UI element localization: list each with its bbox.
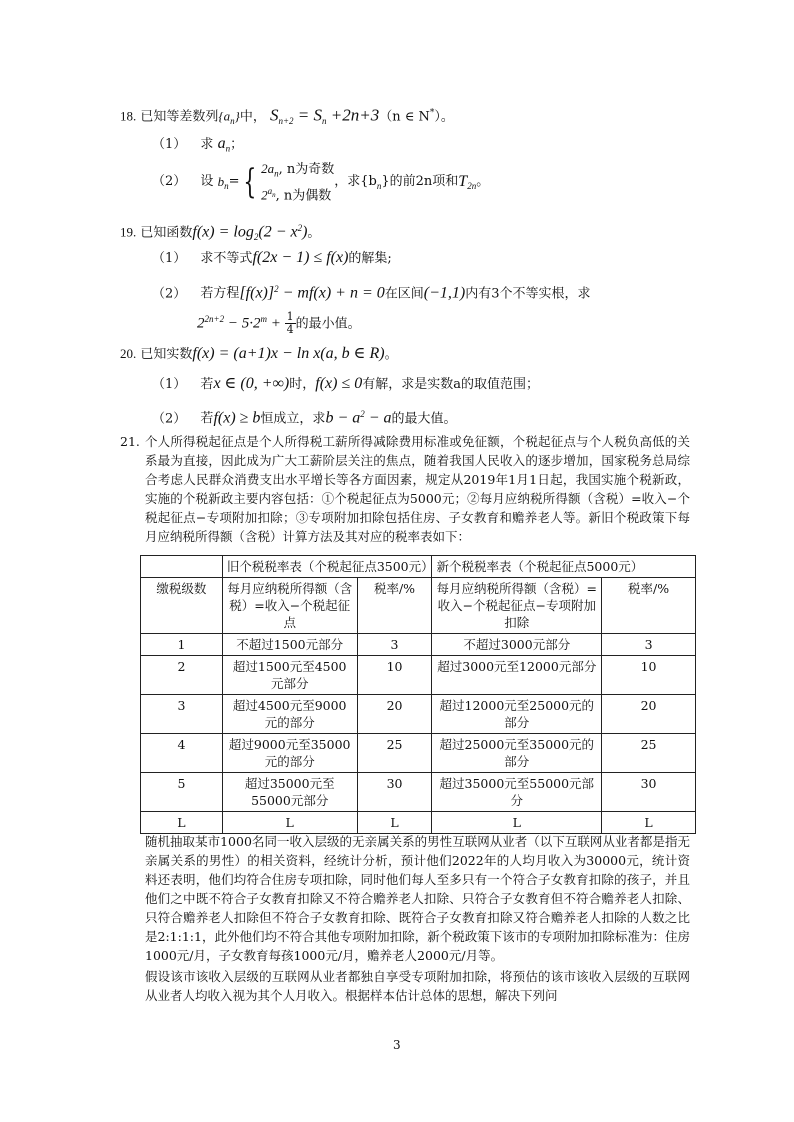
row-old-rate: 10 <box>357 656 432 695</box>
q18-p2-T-sub: 2n <box>467 181 477 192</box>
q20-part2 <box>152 403 457 430</box>
q18-p2-text-pre: 设 <box>200 173 214 189</box>
q19-frac-denominator: 4 <box>286 323 294 337</box>
q19-p1-label: （1） <box>152 251 187 266</box>
q19-p2-l2-a: 2 <box>197 315 205 332</box>
q19-frac-numerator: 1 <box>286 310 294 324</box>
q21-number: 21. <box>120 434 140 449</box>
row-level: 4 <box>141 734 223 773</box>
q18-formula-sub: n+2 <box>278 115 294 126</box>
q20-p2-label: （2） <box>152 411 187 427</box>
q18-formula-sub2: n <box>322 115 327 126</box>
q18-stem-mid: 中， <box>239 109 266 125</box>
q19-part1 <box>152 247 392 270</box>
col-old-income: 每月应纳税所得额（含税）=收入−个税起征点 <box>222 578 357 634</box>
q19-stem <box>120 217 320 248</box>
q19-p2-math2: − mf(x) + n = 0 <box>278 284 385 302</box>
q18-cond-close: ）。 <box>434 109 454 125</box>
q18-part2 <box>152 160 489 204</box>
q18-p2-b: b <box>217 173 225 189</box>
q19-p2-mid2: 内有3个不等实根，求 <box>465 286 591 302</box>
q18-p2-eq: = <box>228 173 240 189</box>
q20-p2-mid: 恒成立，求 <box>260 411 326 427</box>
q20-p2-math3: − a <box>364 409 392 427</box>
q20-stem-text: 已知实数 <box>140 347 193 362</box>
row-new-rate: 10 <box>602 656 696 695</box>
row-old-income: 超过4500元至9000元的部分 <box>222 695 357 734</box>
q18-stem-text: 已知等差数列 <box>140 109 219 125</box>
q19-func-sup: 2 <box>297 223 303 233</box>
q20-p1-mid: 时， <box>289 377 316 392</box>
row-old-rate: L <box>357 812 432 834</box>
q19-p2-interval: (−1,1) <box>423 284 466 302</box>
q20-p2-math2: b − a <box>325 409 361 427</box>
q19-stem-text: 已知函数 <box>140 225 193 241</box>
left-brace-icon: { <box>243 161 257 202</box>
q18-p2-T: T <box>458 172 468 190</box>
table-row <box>141 634 696 656</box>
q18-p2-post-close: }的前2n项和 <box>381 173 459 189</box>
row-new-income: 超过25000元至35000元的部分 <box>432 734 602 773</box>
q19-p2-text: 若方程 <box>200 286 240 302</box>
q18-seq: {a <box>218 108 231 124</box>
table-row <box>141 773 696 812</box>
table-corner-cell <box>141 556 223 578</box>
q18-p1-math: a <box>217 135 226 152</box>
q18-case2-sup: a <box>267 185 273 196</box>
q20-p1-text: 若 <box>200 377 214 392</box>
q19-part2 <box>152 278 591 305</box>
q19-p2-mid: 在区间 <box>384 286 424 302</box>
col-level: 缴税级数 <box>141 578 223 634</box>
q18-p1-end: ； <box>230 137 244 152</box>
q21-sample-description: 随机抽取某市1000名同一收入层级的无亲属关系的男性互联网从业者（以下互联网从业者都是指无亲属关系的男性）的相关资料，经统计分析，预计他们2022年的人均月收入为30000元，统计资料还表明，他们均符合住房专项扣除，同时他们每人至多只有一个符合子女教育扣除的孩子，并且他们之中既不符合子女教育扣除又不符合赡养老人扣除、只符合子女教育但不符合赡养老人扣除、只符合赡养老人扣除但不符合子女教育扣除、既符合子女教育扣除又符合赡养老人扣除的人数之比是2:1:1:1，此外他们均不符合其他专项附加扣除，新个税政策下该市的专项附加扣除标准为：住房1000元/月，子女教育每孩1000元/月，赡养老人2000元/月等。 <box>145 834 690 963</box>
q19-p2-sup: 2 <box>274 284 279 294</box>
q18-formula-tail: +2n+3 <box>326 105 380 125</box>
q18-p1-text: 求 <box>200 137 214 152</box>
q19-p2-l2-sup2: m <box>260 314 267 324</box>
q20-p2-math: f(x) ≥ b <box>213 409 261 427</box>
q20-p2-end: 的最大值。 <box>391 411 457 427</box>
row-old-rate: 20 <box>357 695 432 734</box>
row-old-income: 超过9000元至35000元的部分 <box>222 734 357 773</box>
table-row <box>141 656 696 695</box>
q18-formula: S <box>269 105 279 125</box>
q19-func-sub: 2 <box>253 231 259 242</box>
q18-case2-text: , n为偶数 <box>275 187 332 203</box>
row-new-income: 超过3000元至12000元部分 <box>432 656 602 695</box>
q18-cond: （n ∈ N <box>379 109 430 125</box>
q18-seq-sub: n <box>230 115 235 126</box>
q21-intro: 个人所得税起征点是个人所得税工薪所得减除费用标准或免征额，个税起征点与个人税负高低的关系最为直接，因此成为广大工薪阶层关注的焦点，随着我国人民收入的逐步增加，国家税务总局综合考虑人民群众消费支出水平增长等各方面因素，规定从2019年1月1日起，我国实施个税新政，实施的个税新政主要内容包括：①个税起征点为5000元；②每月应纳税所得额（含税）=收入−个税起征点−专项附加扣除；③专项附加扣除包括住房、子女教育和赡养老人等。新旧个税政策下每月应纳税所得额（含税）计算方法及其对应的税率表如下： <box>145 434 690 544</box>
row-old-income: 超过1500元至4500元部分 <box>222 656 357 695</box>
table-subheader-row <box>141 578 696 634</box>
q20-part1 <box>152 373 539 396</box>
col-new-income: 每月应纳税所得额（含税）=收入−个税起征点−专项附加扣除 <box>432 578 602 634</box>
table-row <box>141 812 696 834</box>
q18-p2-post-sub: n <box>376 181 382 192</box>
q18-cond-sup: * <box>429 108 435 118</box>
row-new-rate: 25 <box>602 734 696 773</box>
row-old-rate: 25 <box>357 734 432 773</box>
q18-number: 18. <box>120 108 137 124</box>
q18-case1: 2a <box>261 161 275 176</box>
q20-p2-sup: 2 <box>360 409 365 419</box>
q19-p2-math: [f(x)] <box>239 284 275 302</box>
q19-p1-math: f(2x − 1) ≤ f(x) <box>252 249 349 266</box>
q20-p1-label: （1） <box>152 377 187 392</box>
q21-assumption: 假设该市该收入层级的互联网从业者都独自享受专项附加扣除，将预估的该市该收入层级的互联网从业者人均收入视为其个人月收入。根据样本估计总体的思想，解决下列问 <box>145 969 690 1003</box>
q19-fraction <box>285 311 296 336</box>
q19-p2-l2-sup: 2n+2 <box>204 314 225 324</box>
q20-number: 20. <box>120 346 137 361</box>
row-old-rate: 30 <box>357 773 432 812</box>
row-new-income: 不超过3000元部分 <box>432 634 602 656</box>
q20-stem-end: 。 <box>384 347 398 362</box>
row-level: 5 <box>141 773 223 812</box>
q18-p1-sub: n <box>225 143 231 154</box>
tax-rate-table <box>140 555 696 834</box>
q18-p2-end: 。 <box>476 173 490 189</box>
col-old-rate: 税率/% <box>357 578 432 634</box>
q20-p2-text: 若 <box>200 411 214 427</box>
row-old-income: 超过35000元至55000元部分 <box>222 773 357 812</box>
row-old-income: 不超过1500元部分 <box>222 634 357 656</box>
q19-func-rest: (2 − x <box>258 223 298 241</box>
q20-p1-end: 有解，求是实数a的取值范围； <box>362 377 540 392</box>
row-new-income: L <box>432 812 602 834</box>
q20-p1-math2: f(x) ≤ 0 <box>315 375 363 392</box>
row-old-income: L <box>222 812 357 834</box>
q18-case2-supsub: n <box>272 190 276 199</box>
table-row <box>141 734 696 773</box>
q19-p1-text: 求不等式 <box>200 251 253 266</box>
q19-stem-end: 。 <box>307 225 321 241</box>
table-header-row <box>141 556 696 578</box>
row-level: 3 <box>141 695 223 734</box>
row-level: 1 <box>141 634 223 656</box>
page-number: 3 <box>393 1038 401 1052</box>
q18-formula-rest: = S <box>293 105 323 125</box>
q20-p1-math: x ∈ (0, +∞) <box>213 375 290 392</box>
q18-p2-b-sub: n <box>224 181 229 192</box>
row-old-rate: 3 <box>357 634 432 656</box>
row-new-rate: 30 <box>602 773 696 812</box>
q20-func: f(x) = (a+1)x − ln x(a, b ∈ R) <box>192 345 385 362</box>
q19-p2-label: （2） <box>152 286 187 302</box>
row-new-rate: L <box>602 812 696 834</box>
q18-case1-text: , n为奇数 <box>278 162 335 177</box>
q18-part1 <box>152 133 243 160</box>
col-new-rate: 税率/% <box>602 578 696 634</box>
q18-p1-label: （1） <box>152 137 187 152</box>
table-row <box>141 695 696 734</box>
q19-p1-end: 的解集; <box>348 251 392 266</box>
q19-p2-l2-c: + <box>266 315 285 332</box>
row-new-income: 超过35000元至55000元部分 <box>432 773 602 812</box>
old-tax-header: 旧个税税率表（个税起征点3500元） <box>222 556 432 578</box>
q18-stem <box>120 102 454 132</box>
q19-p2-l2-b: − 5·2 <box>224 315 261 332</box>
q18-case2: 2 <box>261 186 268 202</box>
row-new-rate: 20 <box>602 695 696 734</box>
row-new-rate: 3 <box>602 634 696 656</box>
row-new-income: 超过12000元至25000元的部分 <box>432 695 602 734</box>
q18-piecewise <box>261 160 334 204</box>
q18-seq-close: } <box>234 108 240 124</box>
q20-stem <box>120 343 398 366</box>
q18-p2-text-post: ，求{b <box>334 173 377 189</box>
q19-part2-line2 <box>197 306 361 337</box>
q18-p2-label: （2） <box>152 173 187 189</box>
q18-case1-sub: n <box>274 168 279 179</box>
q19-p2-l2-end: 的最小值。 <box>295 316 361 332</box>
q19-func-close: ) <box>302 223 308 241</box>
new-tax-header: 新个税税率表（个税起征点5000元） <box>432 556 696 578</box>
q19-number: 19. <box>120 224 137 240</box>
q19-func: f(x) = log <box>192 223 254 241</box>
row-level: 2 <box>141 656 223 695</box>
row-level: L <box>141 812 223 834</box>
